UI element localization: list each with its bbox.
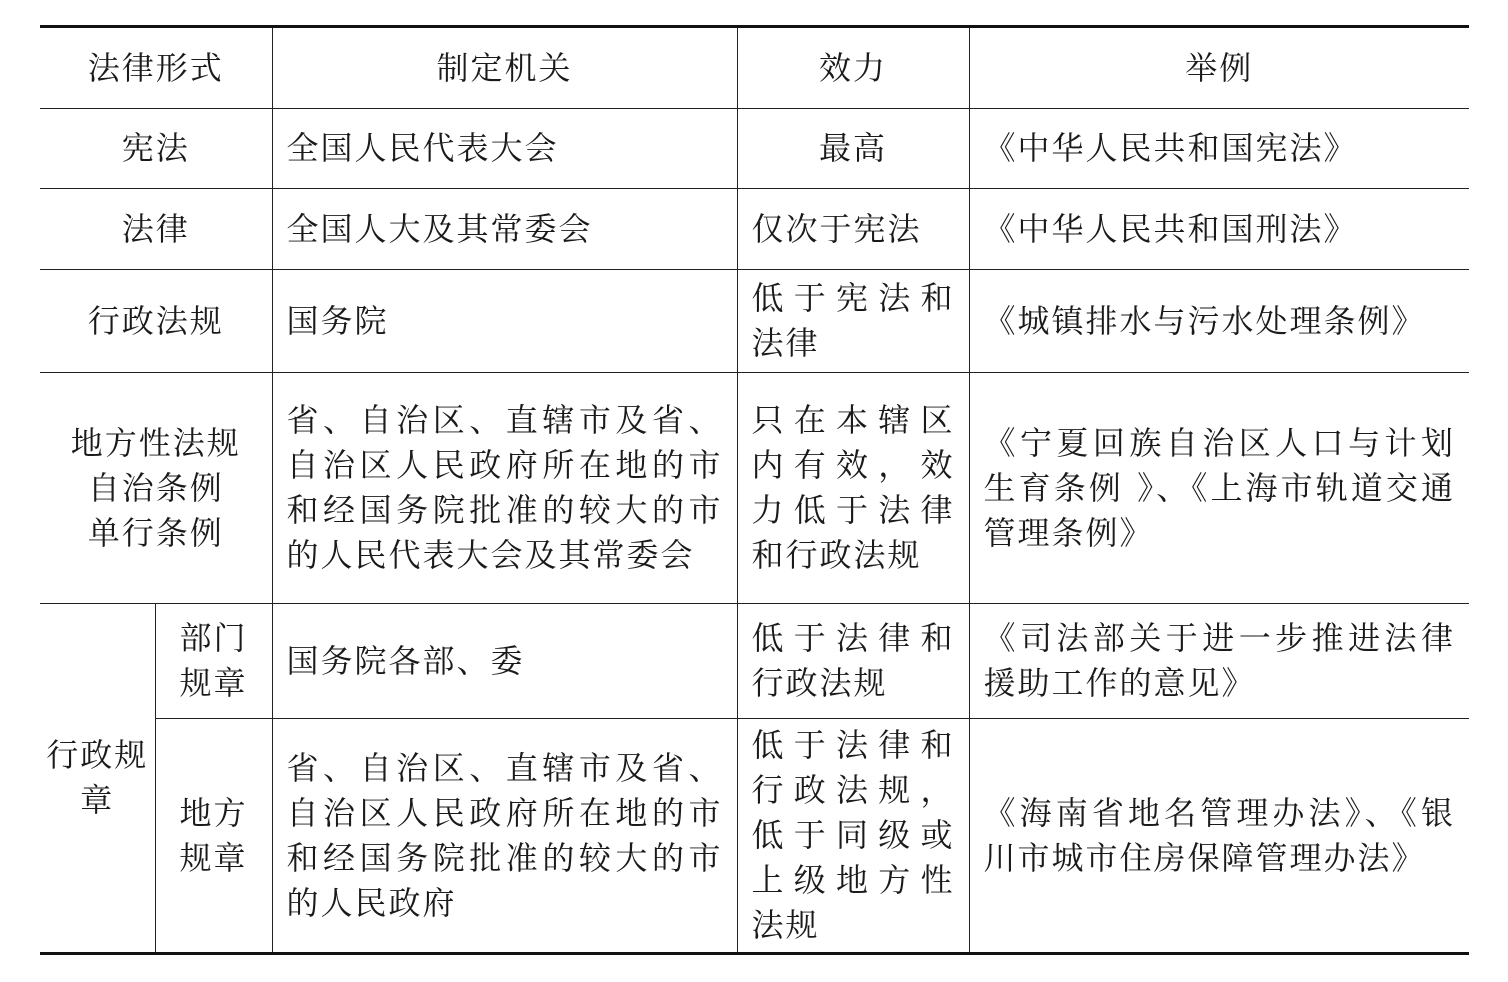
cell-example: 《司法部关于进一步推进法律援助工作的意见》: [969, 604, 1469, 719]
form-line: 地方性法规: [70, 423, 241, 462]
cell-authority: 省、自治区、直辖市及省、自治区人民政府所在地的市和经国务院批准的较大的市的人民政府: [272, 719, 737, 954]
cell-form: 宪法: [40, 109, 272, 189]
cell-effect: 最高: [737, 109, 969, 189]
cell-authority: 省、自治区、直辖市及省、自治区人民政府所在地的市和经国务院批准的较大的市的人民代表大会及其常委会: [272, 373, 737, 604]
law-forms-table: [40, 25, 1469, 955]
header-effect: 效力: [737, 27, 969, 109]
cell-sub-form: 部门规章: [155, 604, 272, 719]
cell-authority: 国务院各部、委: [272, 604, 737, 719]
cell-effect: 低于法律和行政法规，低于同级或上级地方性法规: [737, 719, 969, 954]
cell-effect: 仅次于宪法: [737, 189, 969, 270]
table-row: [40, 604, 1469, 719]
cell-authority: 国务院: [272, 270, 737, 373]
cell-form: 行政法规: [40, 270, 272, 373]
cell-example: 《中华人民共和国刑法》: [969, 189, 1469, 270]
cell-effect: 只在本辖区内有效，效力低于法律和行政法规: [737, 373, 969, 604]
form-line: 单行条例: [87, 513, 224, 552]
cell-form: [40, 373, 272, 604]
form-line: 自治条例: [87, 468, 224, 507]
cell-authority: 全国人大及其常委会: [272, 189, 737, 270]
cell-authority: 全国人民代表大会: [272, 109, 737, 189]
table-row: [40, 109, 1469, 189]
cell-form: 法律: [40, 189, 272, 270]
table-row: [40, 719, 1469, 954]
cell-group-admin-rules: 行政规章: [40, 604, 155, 954]
cell-example: 《海南省地名管理办法》、《银川市城市住房保障管理办法》: [969, 719, 1469, 954]
table-row: [40, 270, 1469, 373]
cell-example: 《宁夏回族自治区人口与计划生育条例 》、《上海市轨道交通管理条例》: [969, 373, 1469, 604]
header-authority: 制定机关: [272, 27, 737, 109]
header-example: 举例: [969, 27, 1469, 109]
cell-effect: 低于宪法和法律: [737, 270, 969, 373]
cell-effect: 低于法律和行政法规: [737, 604, 969, 719]
header-row: [40, 27, 1469, 109]
cell-example: 《中华人民共和国宪法》: [969, 109, 1469, 189]
cell-sub-form: 地方规章: [155, 719, 272, 954]
table-row: [40, 189, 1469, 270]
cell-example: 《城镇排水与污水处理条例》: [969, 270, 1469, 373]
table-row: [40, 373, 1469, 604]
header-form: 法律形式: [40, 27, 272, 109]
